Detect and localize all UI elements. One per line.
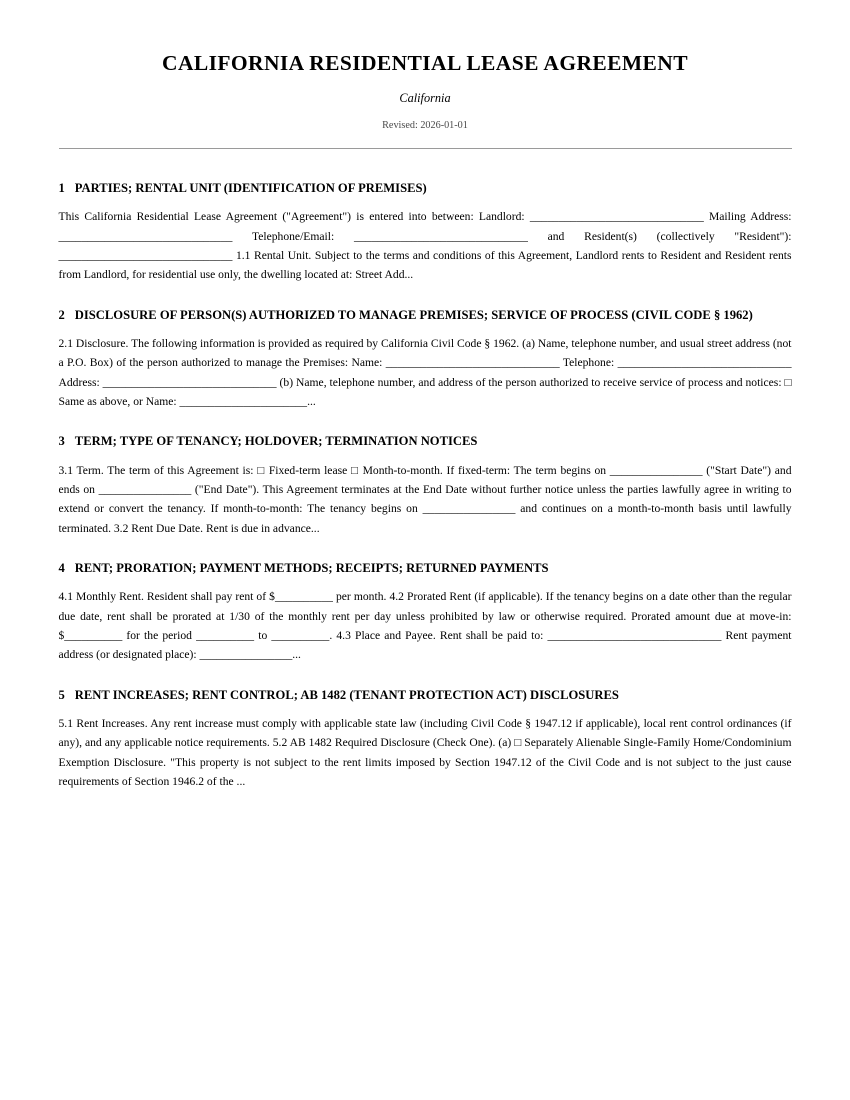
section-1-heading <box>59 179 792 199</box>
document-content <box>59 0 792 791</box>
section-3-number: 3 <box>58 434 65 449</box>
section-5-title: RENT INCREASES; RENT CONTROL; AB 1482 (TENANT PROTECTION ACT) DISCLOSURES <box>74 687 619 702</box>
section-1-title: PARTIES; RENTAL UNIT (IDENTIFICATION OF PREMISES) <box>74 180 427 195</box>
section-2-heading <box>59 306 792 326</box>
section-5-body: 5.1 Rent Increases. Any rent increase must comply with applicable state law (including Civil Code § 1947.12 if applicable), local rent control ordinances (if any), and any applicable notice requirements. 5.2 AB 1482 Required Disclosure (Check One). (a) □ Separately Alienable Single-Family Home/Condominium Exemption Disclosure. "This property is not subject to the rent limits imposed by Section 1947.12 of the Civil Code and is not subject to the just cause requirements of Section 1946.2 of the ... <box>58 717 792 789</box>
section-4-title: RENT; PRORATION; PAYMENT METHODS; RECEIPTS; RETURNED PAYMENTS <box>74 560 549 575</box>
section-4 <box>59 559 792 665</box>
section-2-body: 2.1 Disclosure. The following information is provided as required by California Civil Code § 1962. (a) Name, telephone number, and usual street address (not a P.O. Box) of the person authorized to manage the Premises: Name: ______________________________ Telephone: ______________________________ Address: ______________________________ (b) Name, telephone number, and address of the person authorized to receive service of process and notices: □ Same as above, or Name: ______________________... <box>58 337 792 408</box>
section-5 <box>59 686 792 792</box>
section-4-number: 4 <box>58 560 65 575</box>
header-divider <box>59 148 792 149</box>
document-subtitle: California <box>399 90 451 105</box>
section-5-number: 5 <box>58 687 65 702</box>
section-1-number: 1 <box>58 180 65 195</box>
section-3 <box>59 432 792 538</box>
section-1-body: This California Residential Lease Agreement ("Agreement") is entered into between: Landlord: ______________________________ Mailing Address: ______________________________ Telephone/Email: ______________________________ and Resident(s) (collectively "Resident"): ______________________________ 1.1 Rental Unit. Subject to the terms and conditions of this Agreement, Landlord rents to Resident and Resident rents from Landlord, for residential use only, the dwelling located at: Street Add... <box>58 210 792 282</box>
section-2 <box>59 306 792 412</box>
section-4-heading <box>59 559 792 579</box>
section-2-number: 2 <box>58 307 65 322</box>
section-3-title: TERM; TYPE OF TENANCY; HOLDOVER; TERMINATION NOTICES <box>74 434 478 449</box>
document-revision-date: Revised: 2026-01-01 <box>382 119 468 131</box>
section-3-heading <box>59 432 792 452</box>
page-title: CALIFORNIA RESIDENTIAL LEASE AGREEMENT <box>162 51 688 75</box>
section-3-body: 3.1 Term. The term of this Agreement is: □ Fixed-term lease □ Month-to-month. If fixed-term: The term begins on ________________ ("Start Date") and ends on ________________ ("End Date"). This Agreement terminates at the End Date without further notice unless the parties lawfully agree in writing to extend or convert the tenancy. If month-to-month: The tenancy begins on ________________ and continues on a month-to-month basis until lawfully terminated. 3.2 Rent Due Date. Rent is due in advance... <box>58 463 792 535</box>
section-1 <box>59 179 792 285</box>
section-4-body: 4.1 Monthly Rent. Resident shall pay rent of $__________ per month. 4.2 Prorated Rent (if applicable). If the tenancy begins on a date other than the regular due date, rent shall be prorated at 1/30 of the monthly rent per day unless prohibited by law or otherwise required. Prorated amount due at move-in: $__________ for the period __________ to __________. 4.3 Place and Payee. Rent shall be paid to: ______________________________ Rent payment address (or designated place): ________________... <box>58 590 792 662</box>
section-5-heading <box>59 686 792 706</box>
section-2-title: DISCLOSURE OF PERSON(S) AUTHORIZED TO MANAGE PREMISES; SERVICE OF PROCESS (CIVIL CODE § 1962) <box>74 307 753 322</box>
